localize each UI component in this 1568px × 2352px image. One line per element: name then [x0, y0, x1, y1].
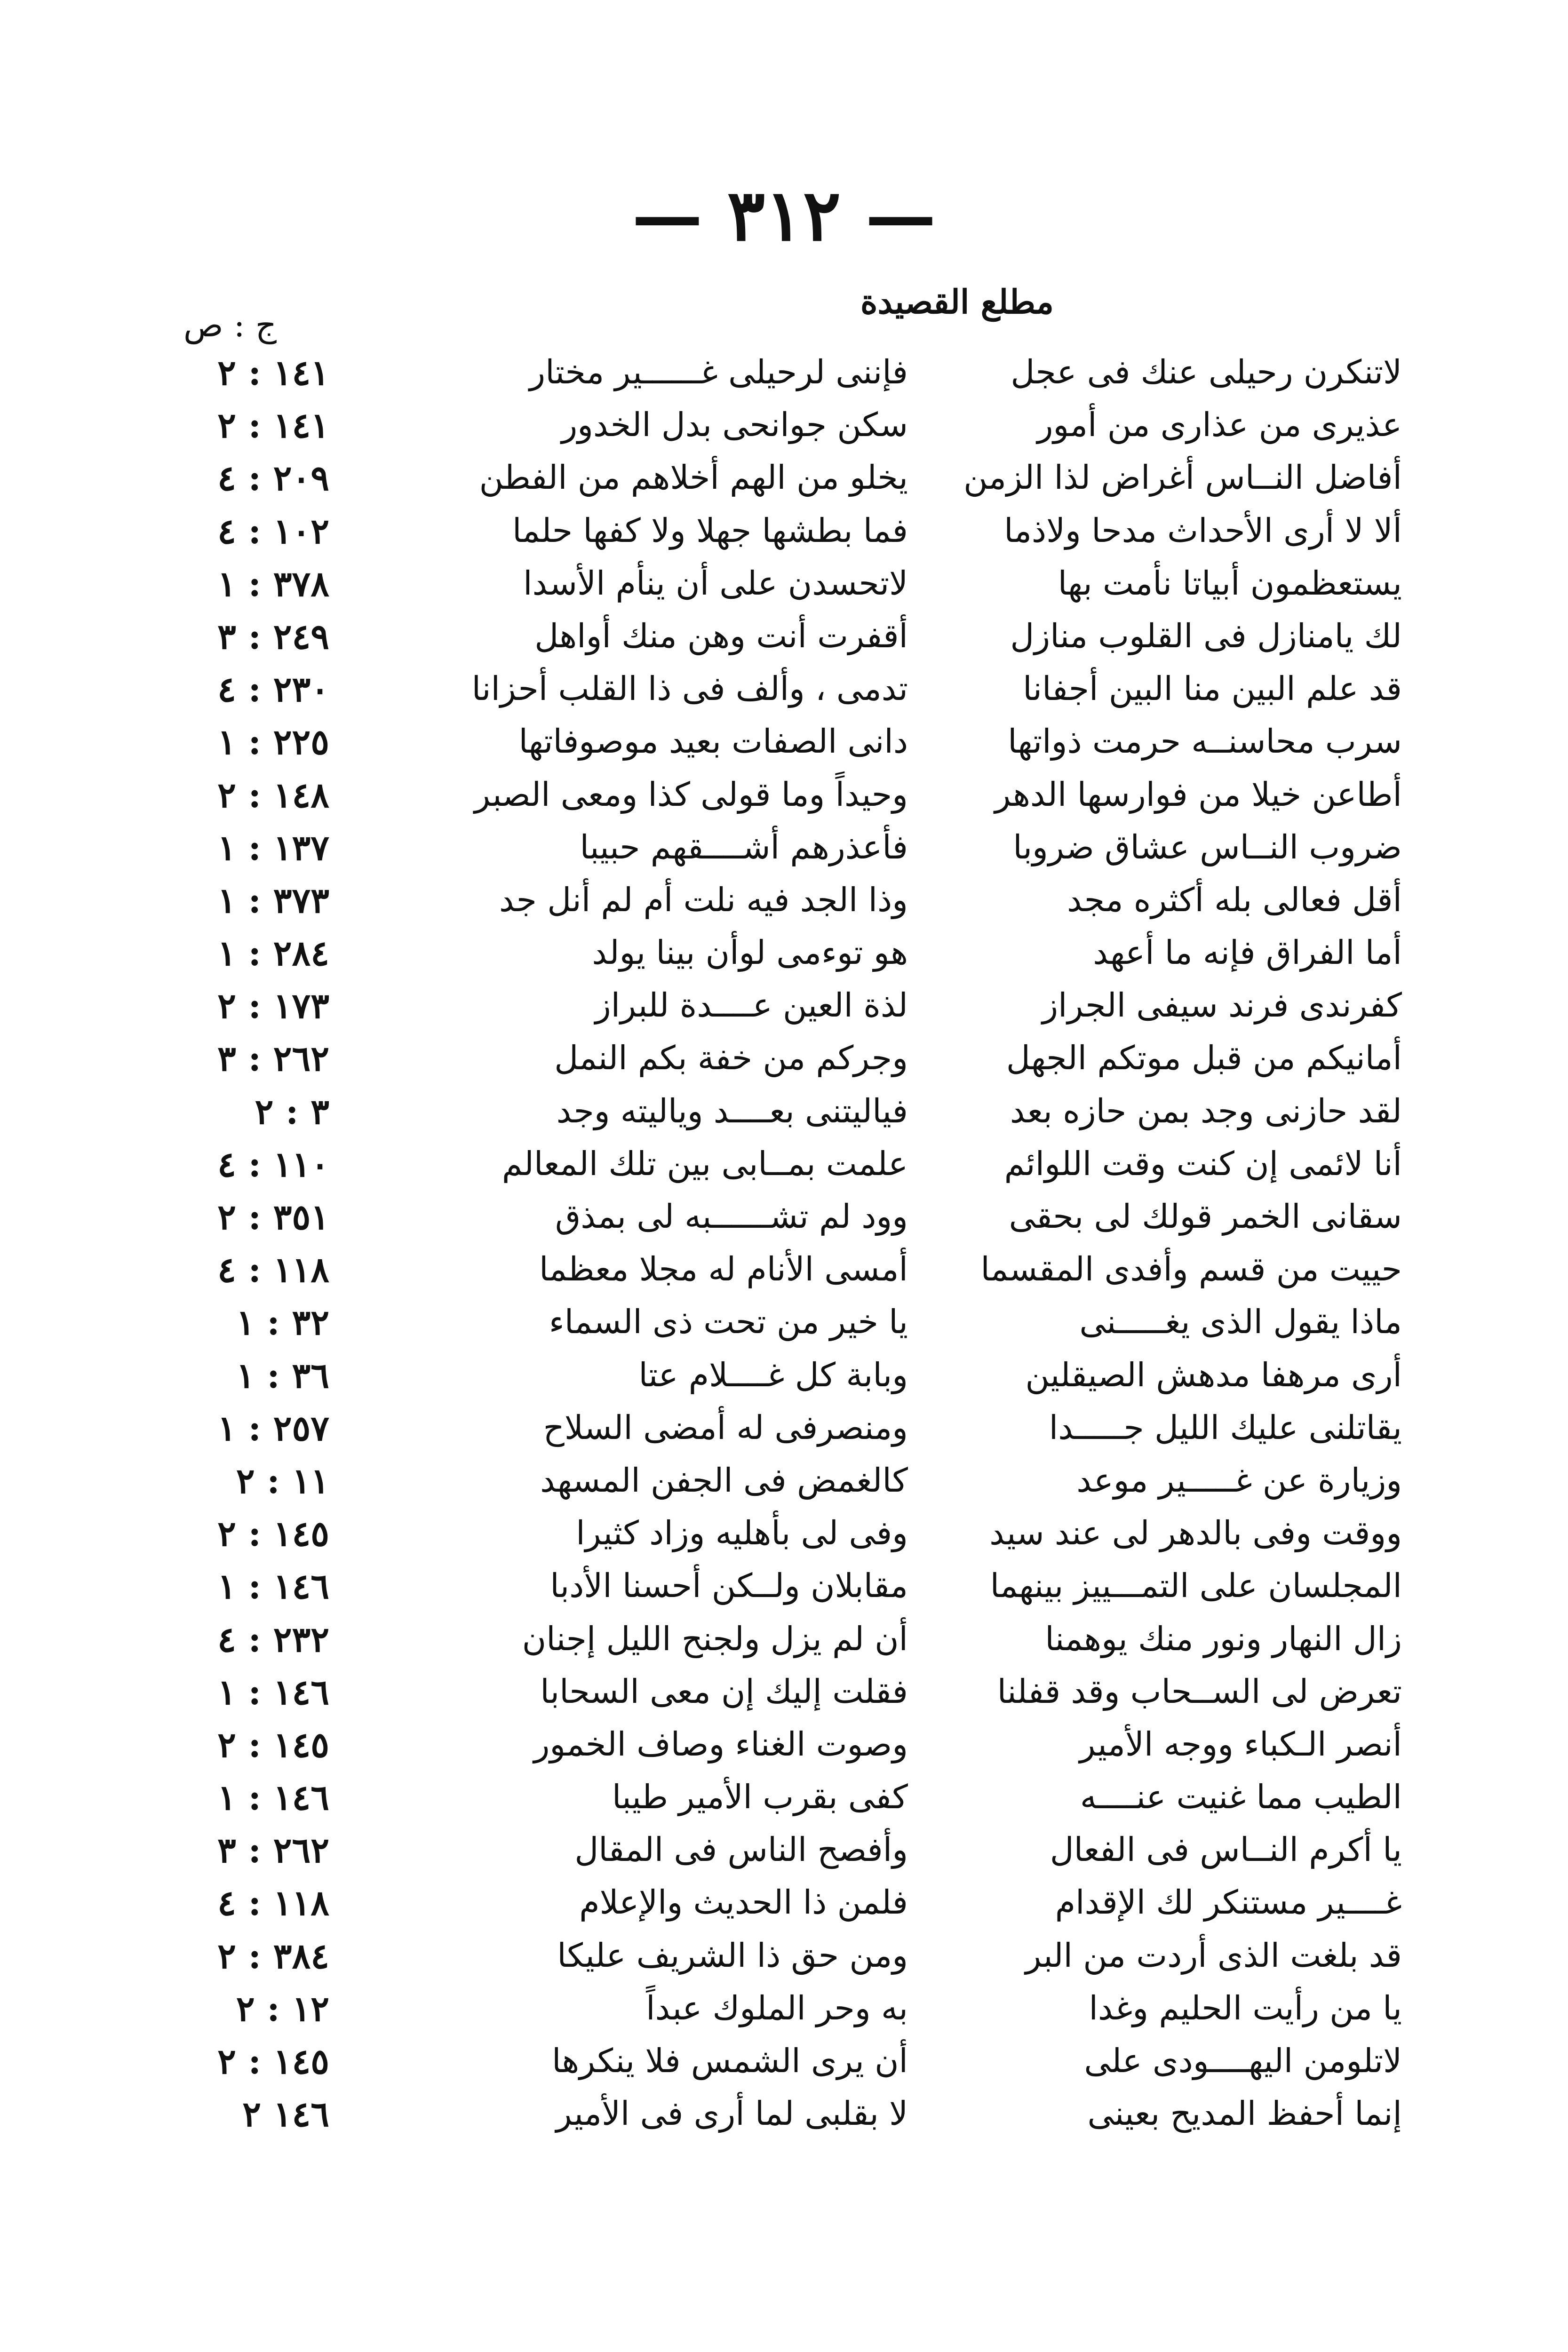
index-entry [141, 2037, 1402, 2090]
entry-volume-page-ref: ٢٦٢ : ٣ [217, 1039, 329, 1080]
index-entry [141, 1509, 1402, 1562]
index-entry [141, 1140, 1402, 1192]
entry-volume-page-ref: ١٧٣ : ٢ [217, 986, 329, 1027]
entry-volume-page-ref: ١٤٥ : ٢ [217, 2042, 329, 2082]
entry-volume-page-ref: ٣٢ : ١ [236, 1303, 329, 1343]
entry-volume-page-ref: ١٤٦ : ١ [217, 1778, 329, 1819]
entry-second-hemistich: وذا الجد فيه نلت أم لم أنل جد [499, 880, 908, 919]
index-entry [141, 1351, 1402, 1404]
index-entry [141, 1668, 1402, 1720]
entry-first-hemistich: قد بلغت الذى أردت من البر [1025, 1936, 1402, 1975]
entry-volume-page-ref: ١١٠ : ٤ [217, 1144, 329, 1185]
poem-index-list [141, 348, 1402, 2142]
entry-first-hemistich: ضروب النــاس عشاق ضروبا [1013, 827, 1402, 866]
entry-first-hemistich: سقانى الخمر قولك لى بحقى [1009, 1197, 1402, 1236]
entry-second-hemistich: ومنصرفى له أمضى السلاح [543, 1408, 908, 1447]
entry-second-hemistich: فأعذرهم أشــــقهم حبيبا [580, 827, 908, 866]
entry-first-hemistich: لقد حازنى وجد بمن حازه بعد [1010, 1091, 1402, 1130]
entry-first-hemistich: أفاضل النــاس أغراض لذا الزمن [963, 458, 1402, 497]
entry-first-hemistich: قد علم البين منا البين أجفانا [1023, 669, 1402, 708]
index-entry [141, 1456, 1402, 1509]
header-volume-page: ج : ص [183, 306, 277, 344]
entry-volume-page-ref: ١٠٢ : ٤ [217, 511, 329, 552]
entry-volume-page-ref: ٢٤٩ : ٣ [217, 616, 329, 657]
entry-volume-page-ref: ١٤٦ : ١ [217, 1566, 329, 1607]
entry-volume-page-ref: ٣٨٤ : ٢ [217, 1936, 329, 1977]
entry-volume-page-ref: ١٤٥ : ٢ [217, 1514, 329, 1555]
entry-first-hemistich: كفرندى فرند سيفى الجراز [1042, 986, 1402, 1025]
entry-volume-page-ref: ٣ : ٢ [255, 1091, 329, 1132]
index-entry [141, 1720, 1402, 1773]
entry-volume-page-ref: ١١٨ : ٤ [217, 1250, 329, 1291]
index-entry [141, 665, 1402, 717]
entry-second-hemistich: أمسى الأنام له مجلا معظما [539, 1250, 908, 1289]
entry-first-hemistich: يا أكرم النــاس فى الفعال [1050, 1830, 1402, 1869]
entry-first-hemistich: الطيب مما غنيت عنــــه [1080, 1778, 1402, 1817]
entry-volume-page-ref: ١١ : ٢ [236, 1461, 329, 1502]
entry-first-hemistich: تعرض لى الســحاب وقد قفلنا [997, 1672, 1402, 1711]
entry-second-hemistich: وأفصح الناس فى المقال [574, 1830, 908, 1869]
entry-second-hemistich: وبابة كل غــــلام عتا [638, 1355, 908, 1394]
entry-second-hemistich: فإننى لرحيلى غــــــير مختار [529, 353, 908, 391]
index-entry [141, 2090, 1402, 2142]
entry-second-hemistich: لا بقلبى لما أرى فى الأمير [556, 2094, 908, 2133]
index-entry [141, 348, 1402, 401]
entry-volume-page-ref: ١٤٦ : ١ [217, 1672, 329, 1713]
entry-second-hemistich: فما بطشها جهلا ولا كفها حلما [512, 511, 908, 550]
entry-first-hemistich: ماذا يقول الذى يغـــــنى [1079, 1303, 1402, 1342]
entry-first-hemistich: المجلسان على التمـــييز بينهما [990, 1566, 1402, 1605]
index-entry [141, 981, 1402, 1034]
entry-first-hemistich: أمانيكم من قبل موتكم الجهل [1006, 1039, 1402, 1078]
index-entry [141, 1404, 1402, 1456]
entry-first-hemistich: حييت من قسم وأفدى المقسما [980, 1250, 1402, 1289]
entry-second-hemistich: يخلو من الهم أخلاهم من الفطن [479, 458, 908, 497]
index-entry [141, 823, 1402, 876]
entry-volume-page-ref: ١٤١ : ٢ [217, 353, 329, 393]
entry-volume-page-ref: ٢٠٩ : ٤ [217, 458, 329, 499]
entry-volume-page-ref: ١٤٨ : ٢ [217, 775, 329, 816]
entry-second-hemistich: وجركم من خفة بكم النمل [554, 1039, 908, 1078]
entry-second-hemistich: تدمى ، وألف فى ذا القلب أحزانا [471, 669, 908, 708]
entry-first-hemistich: يقاتلنى عليك الليل جـــــدا [1049, 1408, 1402, 1447]
entry-second-hemistich: علمت بمــابى بين تلك المعالم [501, 1144, 908, 1183]
entry-first-hemistich: لاتلومن اليهــــودى على [1084, 2042, 1402, 2080]
entry-first-hemistich: زال النهار ونور منك يوهمنا [1045, 1619, 1402, 1658]
index-entry [141, 1878, 1402, 1931]
entry-volume-page-ref: ٢٨٤ : ١ [217, 933, 329, 974]
entry-volume-page-ref: ٢٦٢ : ٣ [217, 1830, 329, 1871]
index-entry [141, 717, 1402, 770]
index-entry [141, 507, 1402, 559]
entry-second-hemistich: وود لم تشــــــبه لى بمذق [555, 1197, 908, 1236]
entry-second-hemistich: كفى بقرب الأمير طيبا [612, 1778, 908, 1817]
entry-first-hemistich: عذيرى من عذارى من أمور [1037, 405, 1402, 445]
entry-first-hemistich: أنا لائمى إن كنت وقت اللوائم [1004, 1144, 1402, 1183]
entry-second-hemistich: يا خير من تحت ذى السماء [549, 1303, 908, 1342]
entry-first-hemistich: سرب محاسنــه حرمت ذواتها [1008, 722, 1402, 761]
entry-second-hemistich: أقفرت أنت وهن منك أواهل [534, 616, 908, 655]
table-header [141, 282, 1402, 343]
entry-volume-page-ref: ١٤١ : ٢ [217, 405, 329, 446]
entry-volume-page-ref: ٣٥١ : ٢ [217, 1197, 329, 1238]
index-entry [141, 1087, 1402, 1140]
entry-second-hemistich: دانى الصفات بعيد موصوفاتها [518, 722, 908, 761]
entry-volume-page-ref: ١٢ : ٢ [236, 1988, 329, 2029]
index-entry [141, 771, 1402, 823]
entry-volume-page-ref: ١٣٧ : ١ [217, 827, 329, 868]
entry-volume-page-ref: ٢٢٥ : ١ [217, 722, 329, 763]
index-entry [141, 1034, 1402, 1087]
entry-second-hemistich: وحيداً وما قولى كذا ومعى الصبر [474, 775, 908, 814]
entry-volume-page-ref: ١١٨ : ٤ [217, 1883, 329, 1924]
entry-second-hemistich: أن يرى الشمس فلا ينكرها [551, 2042, 908, 2080]
index-entry [141, 1562, 1402, 1614]
index-entry [141, 559, 1402, 612]
entry-first-hemistich: أقل فعالى بله أكثره مجد [1067, 880, 1402, 919]
entry-volume-page-ref: ١٤٥ : ٢ [217, 1724, 329, 1765]
index-entry [141, 929, 1402, 981]
index-entry [141, 1826, 1402, 1878]
entry-second-hemistich: سكن جوانحى بدل الخدور [561, 405, 908, 445]
entry-second-hemistich: فياليتنى بعــــد وياليته وجد [556, 1091, 908, 1130]
entry-second-hemistich: لاتحسدن على أن ينأم الأسدا [523, 564, 908, 603]
page-number: — ٣١٢ — [632, 174, 936, 257]
entry-second-hemistich: به وحر الملوك عبداً [646, 1988, 908, 2027]
entry-second-hemistich: وفى لى بأهليه وزاد كثيرا [576, 1514, 908, 1553]
entry-second-hemistich: ومن حق ذا الشريف عليكا [557, 1936, 908, 1975]
entry-volume-page-ref: ١٤٦ ٢ [242, 2094, 329, 2135]
index-entry [141, 1615, 1402, 1668]
entry-first-hemistich: لك يامنازل فى القلوب منازل [1010, 616, 1402, 655]
index-entry [141, 1931, 1402, 1984]
index-entry [141, 401, 1402, 453]
entry-first-hemistich: ألا لا أرى الأحداث مدحا ولاذما [1004, 511, 1402, 550]
header-poem-opening: مطلع القصيدة [860, 282, 1054, 321]
entry-first-hemistich: أما الفراق فإنه ما أعهد [1093, 933, 1402, 972]
index-entry [141, 612, 1402, 665]
index-entry [141, 1192, 1402, 1245]
entry-first-hemistich: أرى مرهفا مدهش الصيقلين [1025, 1355, 1402, 1394]
entry-second-hemistich: أن لم يزل ولجنح الليل إجنان [522, 1619, 908, 1658]
entry-first-hemistich: يا من رأيت الحليم وغدا [1089, 1988, 1402, 2027]
entry-first-hemistich: أنصر الـكباء ووجه الأمير [1079, 1724, 1402, 1764]
index-entry [141, 1984, 1402, 2037]
entry-second-hemistich: وصوت الغناء وصاف الخمور [533, 1724, 908, 1764]
entry-volume-page-ref: ٣٧٨ : ١ [217, 564, 329, 604]
entry-volume-page-ref: ٣٦ : ١ [236, 1355, 329, 1396]
index-entry [141, 876, 1402, 929]
entry-first-hemistich: لاتنكرن رحيلى عنك فى عجل [1011, 353, 1402, 391]
entry-volume-page-ref: ٢٣٢ : ٤ [217, 1619, 329, 1660]
entry-volume-page-ref: ٢٥٧ : ١ [217, 1408, 329, 1449]
entry-first-hemistich: إنما أحفظ المديح بعينى [1087, 2094, 1402, 2133]
entry-second-hemistich: فلمن ذا الحديث والإعلام [579, 1883, 908, 1922]
entry-second-hemistich: كالغمض فى الجفن المسهد [540, 1461, 908, 1500]
entry-first-hemistich: أطاعن خيلا من فوارسها الدهر [995, 775, 1402, 814]
entry-second-hemistich: فقلت إليك إن معى السحابا [540, 1672, 908, 1711]
entry-second-hemistich: لذة العين عــــدة للبراز [595, 986, 908, 1025]
entry-first-hemistich: وزيارة عن غـــــير موعد [1076, 1461, 1402, 1500]
index-entry [141, 1773, 1402, 1826]
entry-volume-page-ref: ٣٧٣ : ١ [217, 880, 329, 921]
entry-first-hemistich: ووقت وفى بالدهر لى عند سيد [989, 1514, 1402, 1553]
index-entry [141, 1298, 1402, 1351]
entry-second-hemistich: هو توءمى لوأن بينا يولد [592, 933, 908, 972]
entry-first-hemistich: غــــير مستنكر لك الإقدام [1055, 1883, 1402, 1922]
entry-second-hemistich: مقابلان ولــكن أحسنا الأدبا [550, 1566, 908, 1605]
index-entry [141, 1245, 1402, 1298]
index-entry [141, 453, 1402, 506]
entry-volume-page-ref: ٢٣٠ : ٤ [217, 669, 329, 710]
entry-first-hemistich: يستعظمون أبياتا نأمت بها [1058, 564, 1402, 603]
